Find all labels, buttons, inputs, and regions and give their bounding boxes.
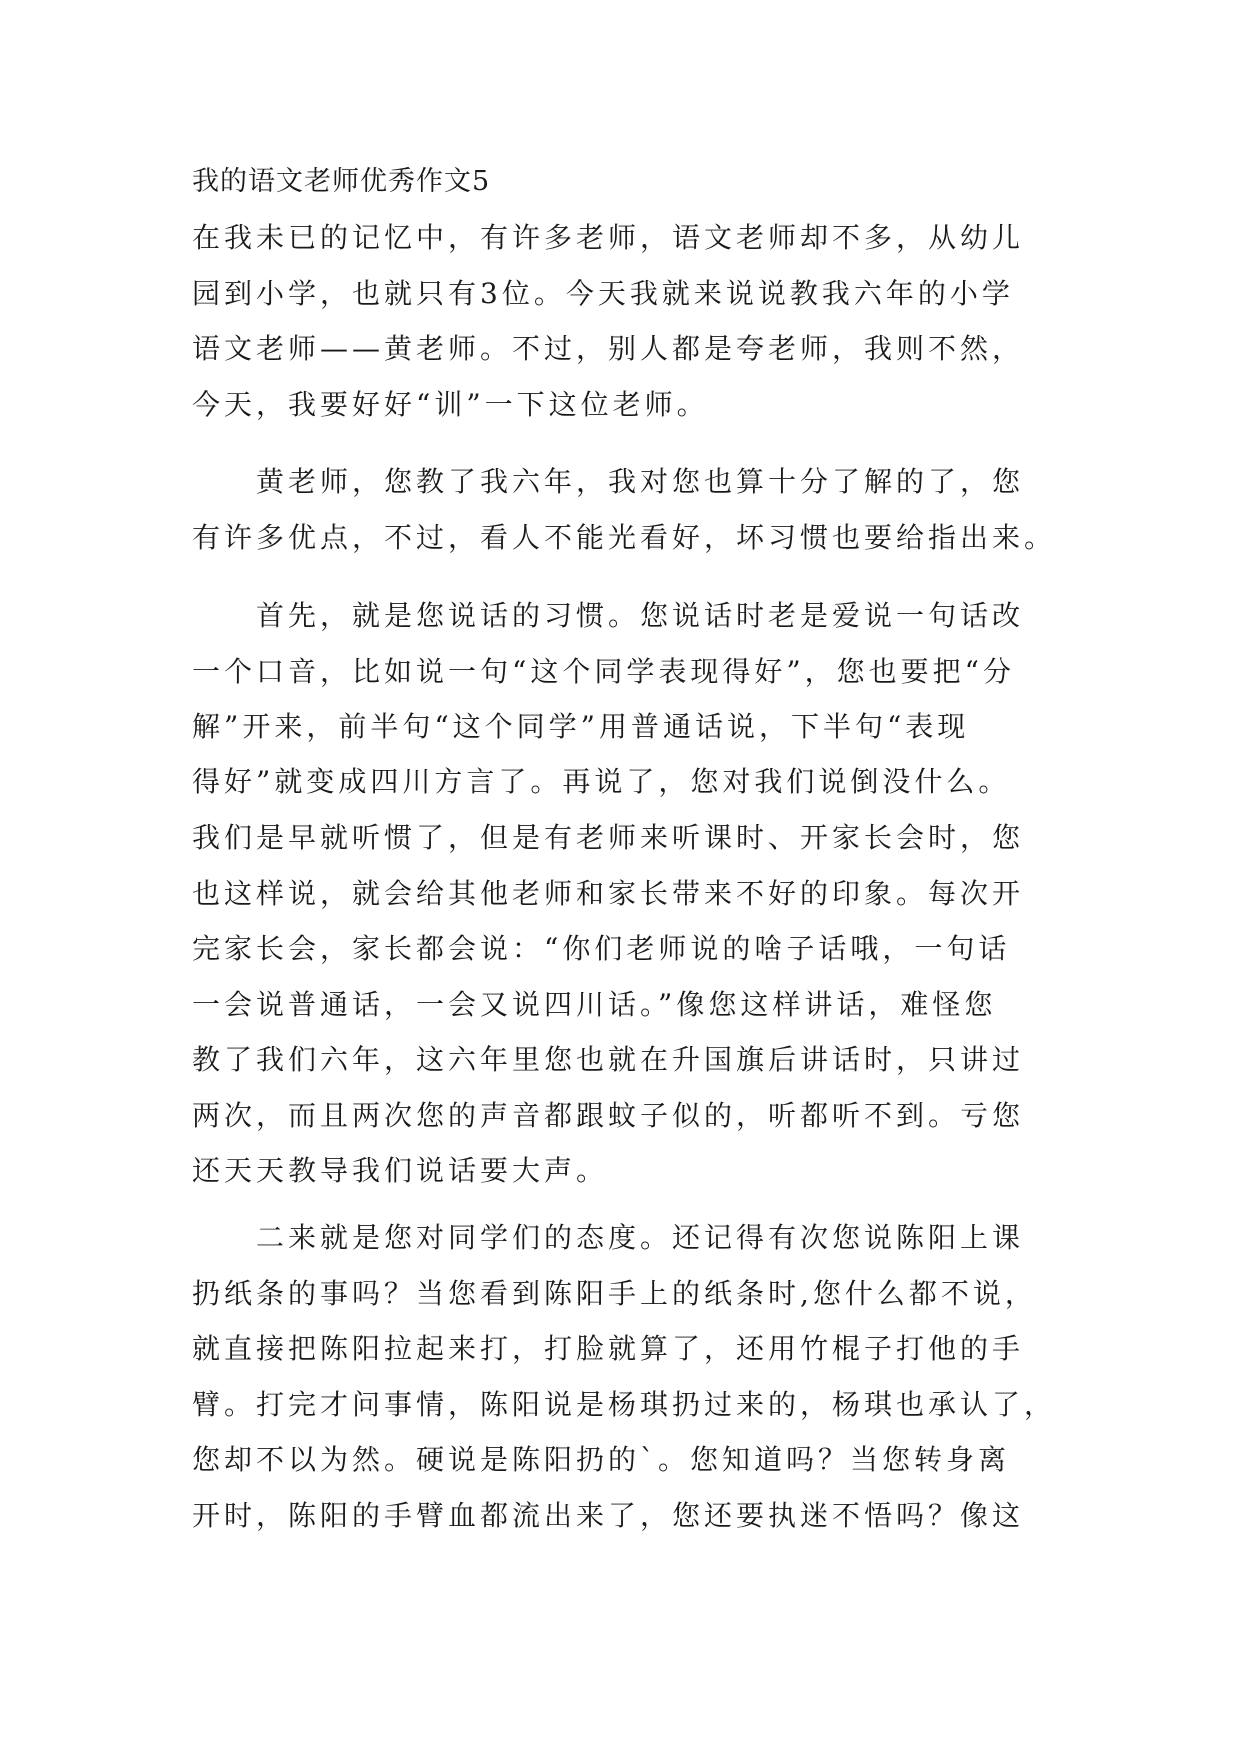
text-line: 二来就是您对同学们的态度。还记得有次您说陈阳上课 <box>192 1221 1025 1254</box>
text-line: 扔纸条的事吗？当您看到陈阳手上的纸条时,您什么都不说， <box>192 1277 1037 1310</box>
text-line: 您却不以为然。硬说是陈阳扔的`。您知道吗？当您转身离 <box>192 1443 1011 1476</box>
text-line: 一个口音，比如说一句“这个同学表现得好”，您也要把“分 <box>192 655 1015 688</box>
text-line: 也这样说，就会给其他老师和家长带来不好的印象。每次开 <box>192 877 1025 910</box>
text-line: 在我未已的记忆中，有许多老师，语文老师却不多，从幼儿 <box>192 221 1025 254</box>
text-line: 一会说普通话，一会又说四川话。”像您这样讲话，难怪您 <box>192 988 997 1021</box>
text-line: 完家长会，家长都会说：“你们老师说的啥子话哦，一句话 <box>192 932 1011 965</box>
text-line: 我们是早就听惯了，但是有老师来听课时、开家长会时，您 <box>192 821 1025 854</box>
text-line: 开时，陈阳的手臂血都流出来了，您还要执迷不悟吗？像这 <box>192 1499 1025 1532</box>
text-line: 就直接把陈阳拉起来打，打脸就算了，还用竹棍子打他的手 <box>192 1332 1025 1365</box>
text-line: 语文老师——黄老师。不过，别人都是夸老师，我则不然， <box>192 332 1025 365</box>
text-line: 两次，而且两次您的声音都跟蚊子似的，听都听不到。亏您 <box>192 1099 1025 1132</box>
text-line: 解”开来，前半句“这个同学”用普通话说，下半句“表现 <box>192 710 970 743</box>
text-line: 臂。打完才问事情，陈阳说是杨琪扔过来的，杨琪也承认了， <box>192 1388 1057 1421</box>
text-line: 教了我们六年，这六年里您也就在升国旗后讲话时，只讲过 <box>192 1043 1025 1076</box>
text-line: 得好”就变成四川方言了。再说了，您对我们说倒没什么。 <box>192 765 1011 798</box>
text-line: 园到小学，也就只有3位。今天我就来说说教我六年的小学 <box>192 277 1014 310</box>
text-line: 黄老师，您教了我六年，我对您也算十分了解的了，您 <box>192 465 1025 498</box>
text-line: 今天，我要好好“训”一下这位老师。 <box>192 388 709 421</box>
document-title: 我的语文老师优秀作文5 <box>192 166 491 197</box>
text-line: 还天天教导我们说话要大声。 <box>192 1154 609 1187</box>
text-line: 有许多优点，不过，看人不能光看好，坏习惯也要给指出来。 <box>192 521 1057 554</box>
text-line: 首先，就是您说话的习惯。您说话时老是爱说一句话改 <box>192 599 1025 632</box>
